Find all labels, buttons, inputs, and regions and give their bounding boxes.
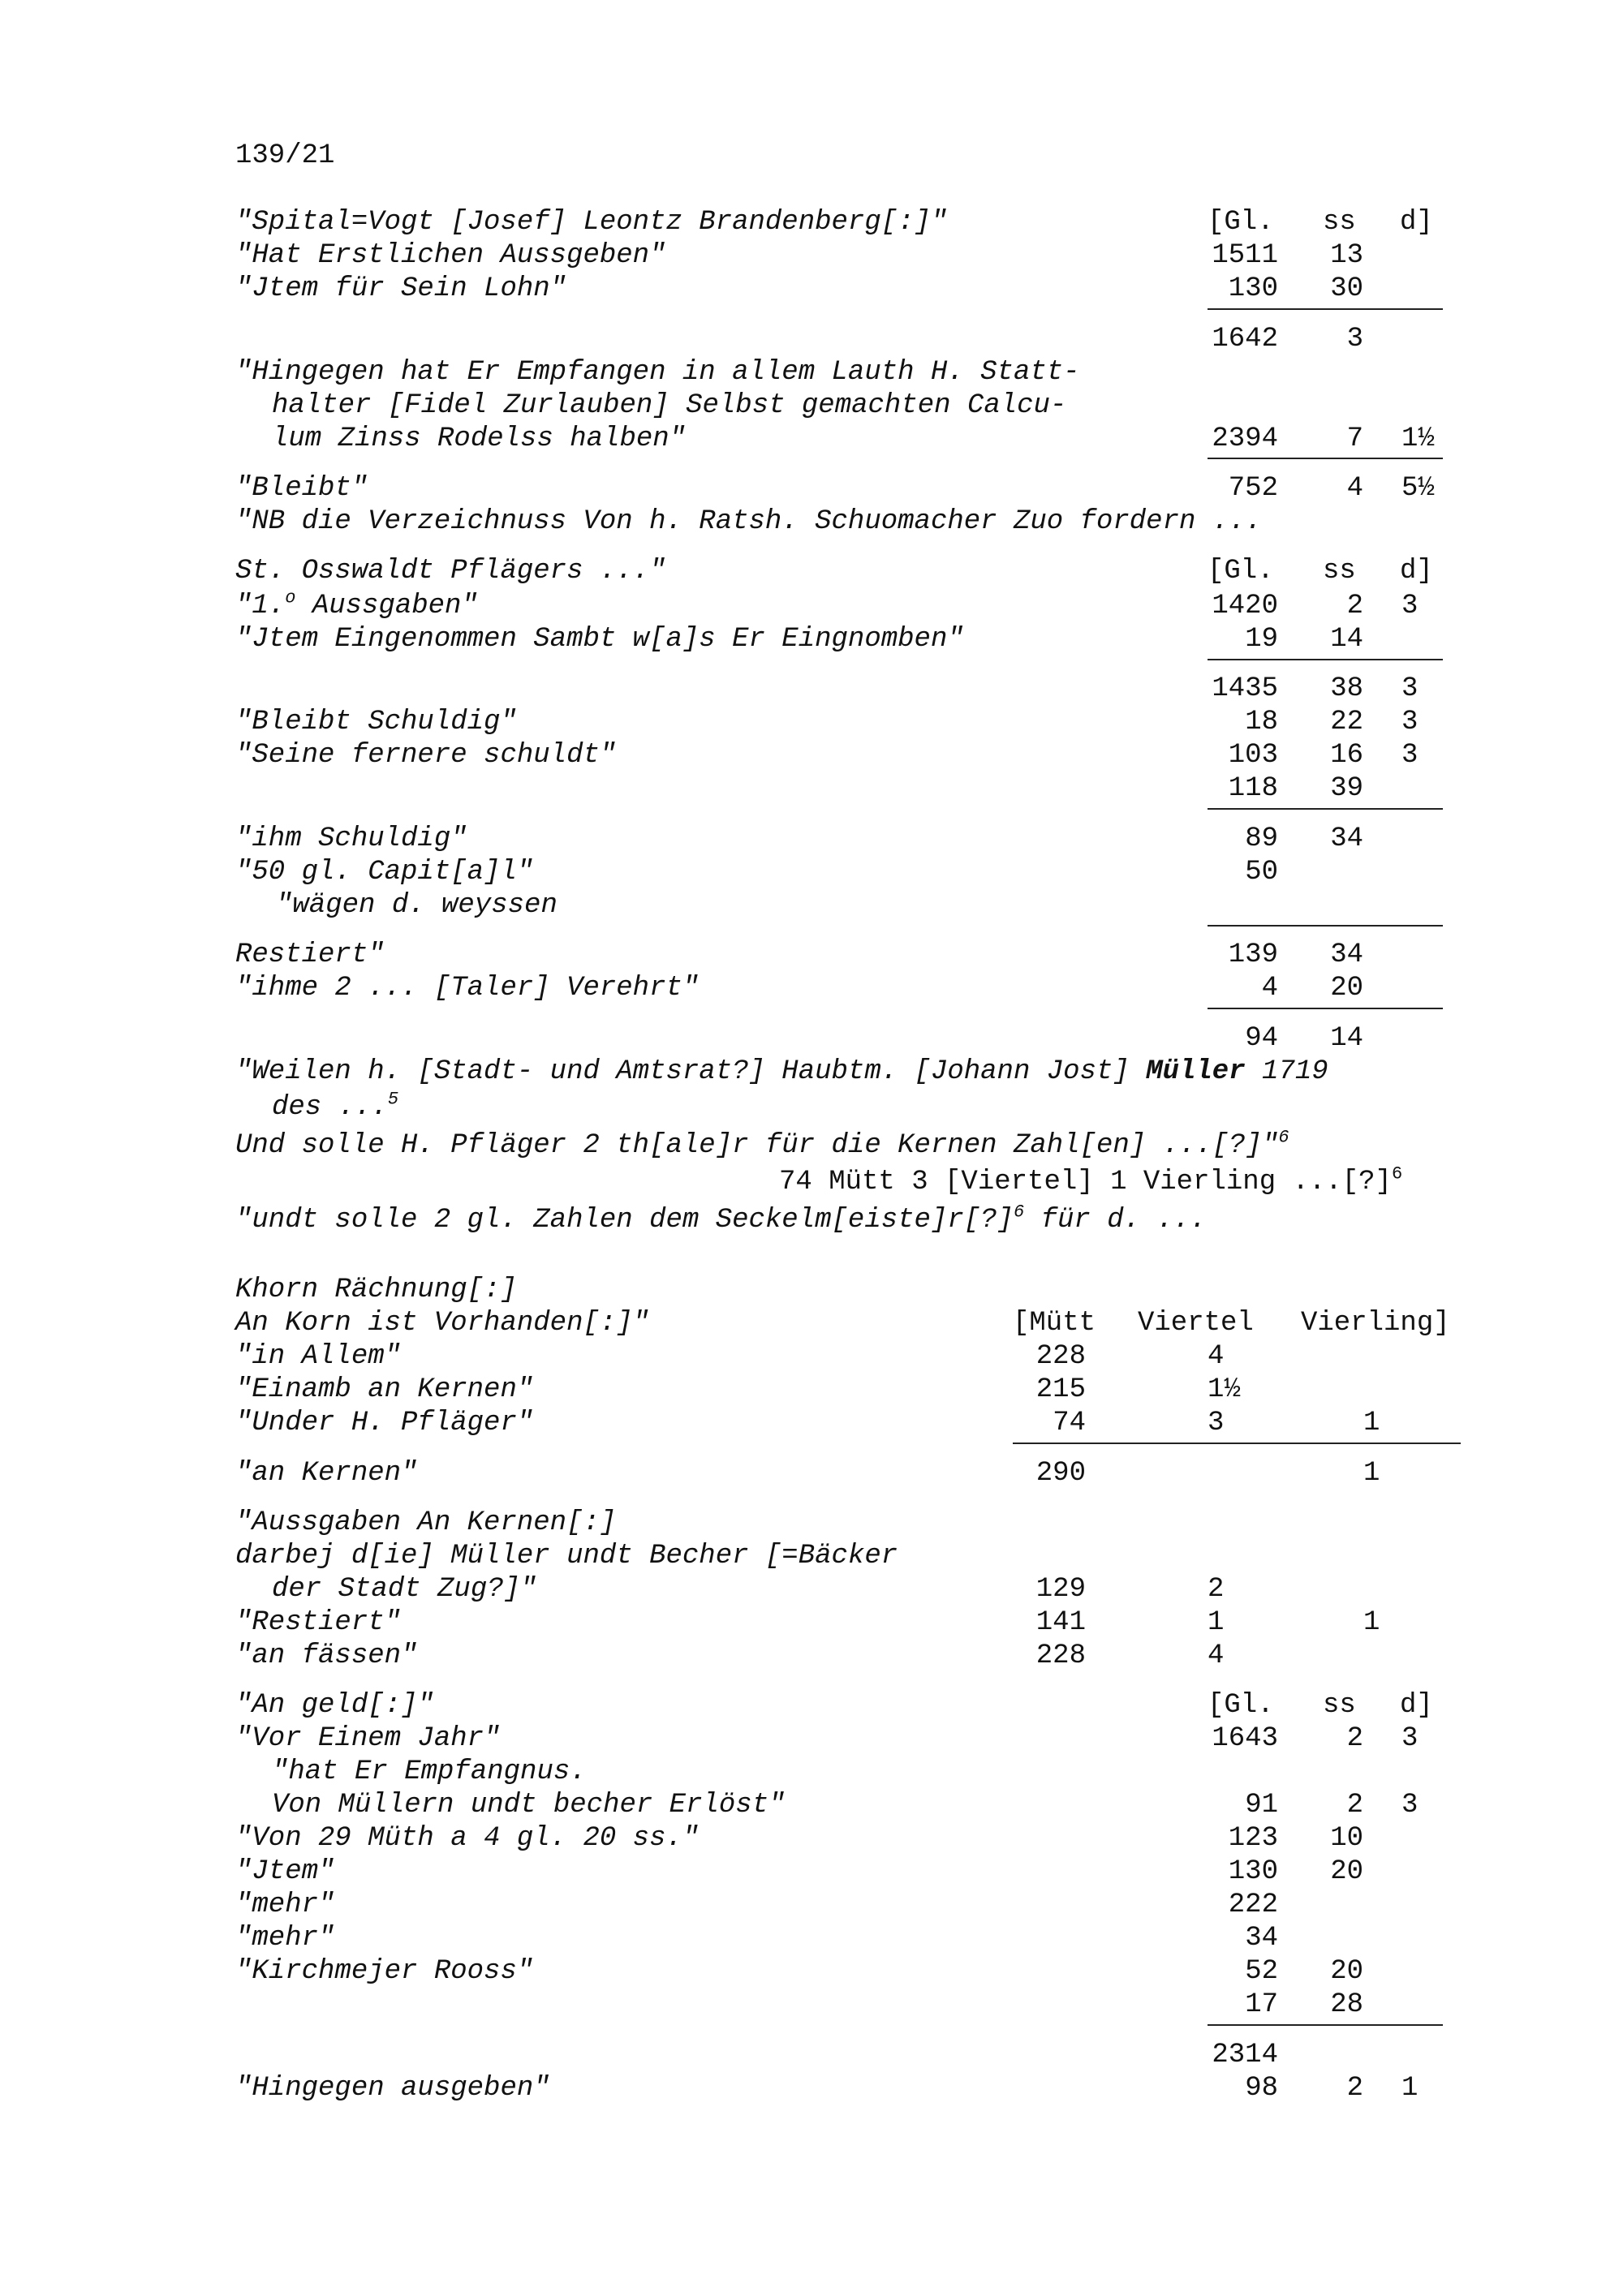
b4-sum-gl: 2314 [1212, 2040, 1278, 2070]
b1-sum-gl: 1642 [1212, 324, 1278, 355]
b1-line7-ss: 4 [1346, 473, 1363, 504]
b2-line12: "Weilen h. [Stadt- und Amtsrat?] Haubtm. [Johann Jost] Müller 1719 [235, 1056, 1328, 1087]
b2-sum2-ss: 14 [1330, 1023, 1363, 1054]
b2-line7: "ihm Schuldig" [235, 823, 467, 854]
b1-line7-d: 5½ [1401, 473, 1435, 504]
b1-line1: "Spital=Vogt [Josef] Leontz Brandenberg[:]" [235, 207, 948, 238]
b3-line10-vierling: 1 [1363, 1607, 1380, 1638]
b2-line11: "ihme 2 ... [Taler] Verehrt" [235, 973, 700, 1004]
b2-line5-d: 3 [1401, 740, 1419, 771]
b3-line5-vierling: 1 [1363, 1408, 1380, 1438]
b3-line9-viertel: 2 [1208, 1574, 1225, 1605]
b4-line4-gl: 91 [1245, 1790, 1278, 1821]
b1-line2-ss: 13 [1330, 240, 1363, 271]
b3-header-muett: [Mütt [1013, 1308, 1096, 1339]
b2-line9: "wägen d. weyssen [276, 890, 558, 921]
b1-line5: halter [Fidel Zurlauben] Selbst gemachten Calcu- [272, 390, 1067, 421]
sum-rule [1208, 808, 1443, 810]
b1-line6-d: 1½ [1401, 424, 1435, 454]
b1-line3-gl: 130 [1228, 273, 1278, 304]
b4-line9-ss: 20 [1330, 1956, 1363, 1987]
b1-line3: "Jtem für Sein Lohn" [235, 273, 567, 304]
b2-header-ss: ss [1323, 556, 1356, 587]
sum-rule [1208, 925, 1443, 927]
sum-rule [1208, 458, 1443, 459]
b3-line6-vierling: 1 [1363, 1458, 1380, 1489]
b2-header-d: d] [1400, 556, 1433, 587]
sum-rule [1208, 659, 1443, 660]
b3-line11: "an fässen" [235, 1640, 418, 1671]
b4-line2: "Vor Einem Jahr" [235, 1723, 501, 1754]
b3-line4-muett: 215 [1035, 1374, 1086, 1405]
b3-line4-viertel: 1½ [1208, 1374, 1241, 1405]
b4-line2-gl: 1643 [1212, 1723, 1278, 1754]
b2-sum2-gl: 94 [1245, 1023, 1278, 1054]
b2-line5-gl: 103 [1228, 740, 1278, 771]
b1-line4: "Hingegen hat Er Empfangen in allem Lauth H. Statt- [235, 357, 1080, 388]
b2-line10-gl: 139 [1228, 939, 1278, 970]
b2-line4-ss: 22 [1330, 707, 1363, 737]
b2-line2-d: 3 [1401, 591, 1419, 621]
b2-line5-ss: 16 [1330, 740, 1363, 771]
b4-line7: "mehr" [235, 1890, 335, 1920]
b4-line11-ss: 2 [1346, 2073, 1363, 2104]
b2-line10: Restiert" [235, 939, 385, 970]
b2-line3-gl: 19 [1245, 624, 1278, 655]
b4-line3: "hat Er Empfangnus. [272, 1756, 587, 1787]
b2-line4-d: 3 [1401, 707, 1419, 737]
b1-header-ss: ss [1323, 207, 1356, 238]
b2-line6-gl: 118 [1228, 773, 1278, 804]
b1-sum-ss: 3 [1346, 324, 1363, 355]
b3-line4: "Einamb an Kernen" [235, 1374, 534, 1405]
b1-line6-ss: 7 [1346, 424, 1363, 454]
sum-rule [1013, 1443, 1461, 1444]
b4-line6-ss: 20 [1330, 1856, 1363, 1887]
b2-line8: "50 gl. Capit[a]l" [235, 857, 534, 888]
b3-line9: der Stadt Zug?]" [272, 1574, 537, 1605]
b4-line8: "mehr" [235, 1923, 335, 1954]
b2-line13: des ...$^5$ [272, 1089, 399, 1123]
b4-line11-gl: 98 [1245, 2073, 1278, 2104]
b1-line2: "Hat Erstlichen Aussgeben" [235, 240, 666, 271]
b3-line2: An Korn ist Vorhanden[:]" [235, 1308, 650, 1339]
b4-line10-gl: 17 [1245, 1989, 1278, 2020]
b4-line5-gl: 123 [1228, 1823, 1278, 1854]
b1-line2-gl: 1511 [1212, 240, 1278, 271]
b3-line3-muett: 228 [1035, 1341, 1086, 1372]
b1-line3-ss: 30 [1330, 273, 1363, 304]
b4-line9-gl: 52 [1245, 1956, 1278, 1987]
b3-line8: darbej d[ie] Müller undt Becher [=Bäcker [235, 1541, 898, 1572]
b1-line6-gl: 2394 [1212, 424, 1278, 454]
b3-line9-muett: 129 [1035, 1574, 1086, 1605]
b2-line6-ss: 39 [1330, 773, 1363, 804]
b2-line11-gl: 4 [1261, 973, 1278, 1004]
b2-sum-ss: 38 [1330, 673, 1363, 704]
b4-line4-ss: 2 [1346, 1790, 1363, 1821]
b4-line5: "Von 29 Müth a 4 gl. 20 ss." [235, 1823, 700, 1854]
b1-header-d: d] [1400, 207, 1433, 238]
b2-line8-gl: 50 [1245, 857, 1278, 888]
b4-line8-gl: 34 [1245, 1923, 1278, 1954]
b4-line2-d: 3 [1401, 1723, 1419, 1754]
b4-header-d: d] [1400, 1690, 1433, 1721]
page-number: 139/21 [235, 140, 335, 171]
b4-line6: "Jtem" [235, 1856, 335, 1887]
b3-line10-viertel: 1 [1208, 1607, 1225, 1638]
b1-line7: "Bleibt" [235, 473, 368, 504]
b2-line1: St. Osswaldt Pflägers ..." [235, 556, 666, 587]
b3-line3: "in Allem" [235, 1341, 402, 1372]
b2-line7-ss: 34 [1330, 823, 1363, 854]
b4-header-gl: [Gl. [1208, 1690, 1274, 1721]
b1-line7-gl: 752 [1228, 473, 1278, 504]
b4-line11: "Hingegen ausgeben" [235, 2073, 550, 2104]
b2-line5: "Seine fernere schuldt" [235, 740, 617, 771]
b2-line3-ss: 14 [1330, 624, 1363, 655]
b2-header-gl: [Gl. [1208, 556, 1274, 587]
b3-line11-viertel: 4 [1208, 1640, 1225, 1671]
b4-line4-d: 3 [1401, 1790, 1419, 1821]
sum-rule [1208, 308, 1443, 310]
b3-line6: "an Kernen" [235, 1458, 418, 1489]
b3-header-vierling: Vierling] [1301, 1308, 1450, 1339]
b2-line7-gl: 89 [1245, 823, 1278, 854]
b2-sum-d: 3 [1401, 673, 1419, 704]
b3-line6-muett: 290 [1035, 1458, 1086, 1489]
b2-line14: Und solle H. Pfläger 2 th[ale]r für die Kernen Zahl[en] ...[?]"$^6$ [235, 1127, 1289, 1161]
sum-rule [1208, 2024, 1443, 2026]
b4-line2-ss: 2 [1346, 1723, 1363, 1754]
b3-line11-muett: 228 [1035, 1640, 1086, 1671]
b2-line4-gl: 18 [1245, 707, 1278, 737]
b2-line10-ss: 34 [1330, 939, 1363, 970]
b1-line8: "NB die Verzeichnuss Von h. Ratsh. Schuomacher Zuo fordern ... [235, 506, 1263, 537]
b4-line6-gl: 130 [1228, 1856, 1278, 1887]
b2-line2-gl: 1420 [1212, 591, 1278, 621]
b2-line2: "1.$^o$ Aussgaben" [235, 587, 478, 621]
b2-sum-gl: 1435 [1212, 673, 1278, 704]
b4-header-ss: ss [1323, 1690, 1356, 1721]
b3-line10-muett: 141 [1035, 1607, 1086, 1638]
b3-line1: Khorn Rächnung[:] [235, 1275, 517, 1305]
b3-line5-muett: 74 [1053, 1408, 1086, 1438]
b3-line5: "Under H. Pfläger" [235, 1408, 534, 1438]
b4-line10-ss: 28 [1330, 1989, 1363, 2020]
b4-line11-d: 1 [1401, 2073, 1419, 2104]
b3-line10: "Restiert" [235, 1607, 402, 1638]
b2-line16: "undt solle 2 gl. Zahlen dem Seckelm[eiste]r[?]$^6$ für d. ... [235, 1202, 1207, 1236]
b3-line3-viertel: 4 [1208, 1341, 1225, 1372]
b4-line4: Von Müllern undt becher Erlöst" [272, 1790, 786, 1821]
b4-line7-gl: 222 [1228, 1890, 1278, 1920]
b4-line1: "An geld[:]" [235, 1690, 434, 1721]
b2-line4: "Bleibt Schuldig" [235, 707, 517, 737]
b2-line2-ss: 2 [1346, 591, 1363, 621]
b3-line5-viertel: 3 [1208, 1408, 1225, 1438]
b1-header-gl: [Gl. [1208, 207, 1274, 238]
b2-line11-ss: 20 [1330, 973, 1363, 1004]
b3-line7: "Aussgaben An Kernen[:] [235, 1507, 617, 1538]
b2-line3: "Jtem Eingenommen Sambt w[a]s Er Eingnomben" [235, 624, 964, 655]
b2-line15: 74 Mütt 3 [Viertel] 1 Vierling ...[?]$^6$ [779, 1163, 1403, 1197]
b4-line5-ss: 10 [1330, 1823, 1363, 1854]
b1-line6: lum Zinss Rodelss halben" [272, 424, 687, 454]
b4-line9: "Kirchmejer Rooss" [235, 1956, 534, 1987]
sum-rule [1208, 1008, 1443, 1009]
b3-header-viertel: Viertel [1138, 1308, 1254, 1339]
